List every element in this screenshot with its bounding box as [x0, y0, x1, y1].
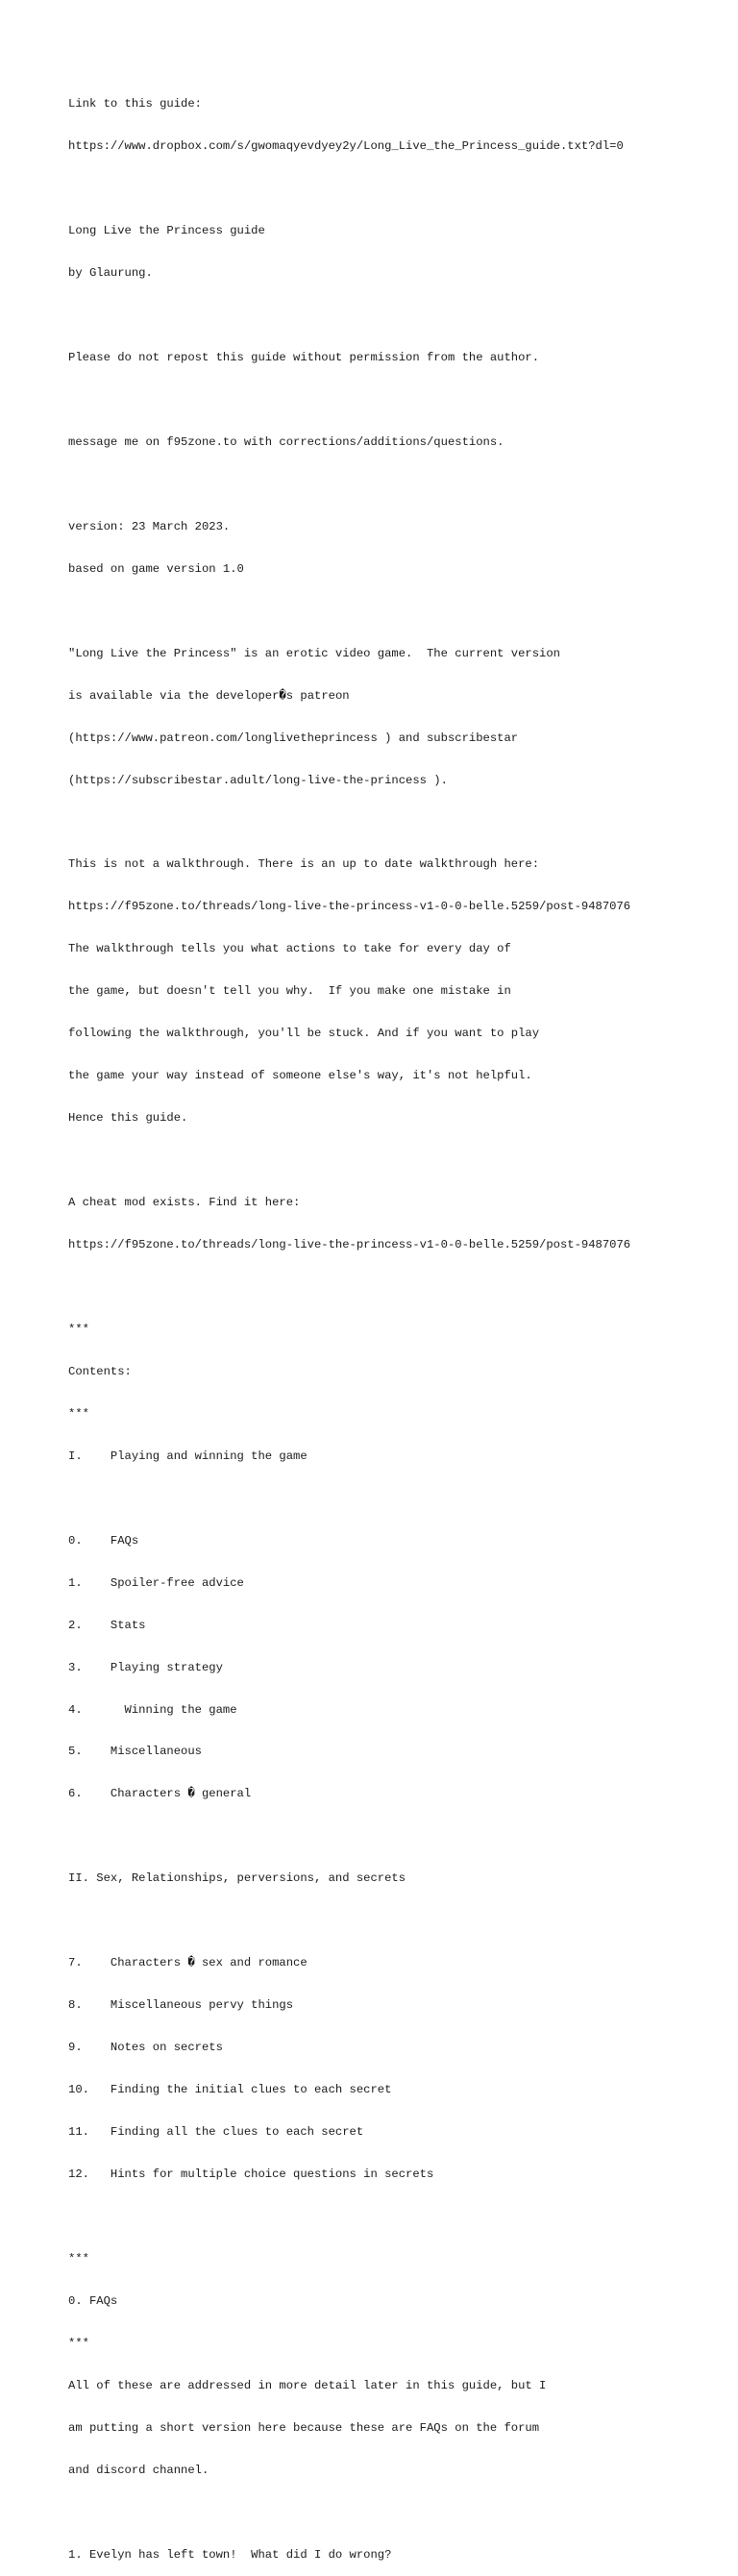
contents-item: 3. Playing strategy	[68, 1660, 223, 1674]
blank-line	[68, 605, 731, 619]
blank-line	[68, 1914, 731, 1928]
contents-item: 12. Hints for multiple choice questions in secrets	[68, 2167, 434, 2182]
contents-item: 10. Finding the initial clues to each secret	[68, 2083, 392, 2097]
line-intro: is available via the developer�s patreon	[68, 688, 350, 703]
blank-line	[68, 1492, 731, 1506]
faq-question: 1. Evelyn has left town! What did I do wrong?	[68, 2547, 392, 2562]
line-intro: "Long Live the Princess" is an erotic video game. The current version	[68, 646, 560, 660]
faq-intro: and discord channel.	[68, 2463, 209, 2477]
section-divider: ***	[68, 1322, 89, 1336]
line-dropbox-url: https://www.dropbox.com/s/gwomaqyevdyey2y/Long_Live_the_Princess_guide.txt?dl=0	[68, 139, 624, 154]
blank-line	[68, 1280, 731, 1295]
blank-line	[68, 816, 731, 830]
contents-item: 0. FAQs	[68, 1533, 139, 1548]
guide-text-document	[68, 69, 731, 2576]
line-repost-notice: Please do not repost this guide without permission from the author.	[68, 351, 540, 365]
line-walkthrough-note: The walkthrough tells you what actions to take for every day of	[68, 942, 511, 956]
faq-intro: am putting a short version here because these are FAQs on the forum	[68, 2420, 540, 2435]
contents-item: 9. Notes on secrets	[68, 2041, 223, 2055]
blank-line	[68, 1153, 731, 1168]
contents-item: 1. Spoiler-free advice	[68, 1575, 244, 1590]
faq-heading: 0. FAQs	[68, 2293, 118, 2308]
line-link-label: Link to this guide:	[68, 97, 202, 111]
contents-item: 5. Miscellaneous	[68, 1745, 202, 1759]
line-version: version: 23 March 2023.	[68, 519, 231, 533]
line-walkthrough-note: following the walkthrough, you'll be stuck. And if you want to play	[68, 1027, 540, 1041]
faq-intro: All of these are addressed in more detail later in this guide, but I	[68, 2378, 547, 2392]
line-walkthrough-note: the game, but doesn't tell you why. If you make one mistake in	[68, 984, 511, 999]
contents-item: 4. Winning the game	[68, 1702, 237, 1717]
contents-item: 11. Finding all the clues to each secret	[68, 2125, 364, 2140]
section-divider: ***	[68, 2336, 89, 2350]
line-walkthrough-url: https://f95zone.to/threads/long-live-the-princess-v1-0-0-belle.5259/post-9487076	[68, 900, 631, 914]
line-walkthrough-note: Hence this guide.	[68, 1111, 188, 1126]
contents-heading: Contents:	[68, 1364, 132, 1378]
blank-line	[68, 2506, 731, 2520]
contents-item: 8. Miscellaneous pervy things	[68, 1998, 294, 2013]
contents-part-heading: I. Playing and winning the game	[68, 1449, 308, 1463]
line-cheat-mod: A cheat mod exists. Find it here:	[68, 1196, 301, 1210]
section-divider: ***	[68, 2251, 89, 2266]
contents-part-heading: II. Sex, Relationships, perversions, and secrets	[68, 1871, 406, 1886]
line-subscribestar-url: (https://subscribestar.adult/long-live-the-princess ).	[68, 773, 448, 787]
contents-item: 7. Characters � sex and romance	[68, 1956, 308, 1970]
contents-item: 2. Stats	[68, 1618, 146, 1632]
line-game-version: based on game version 1.0	[68, 561, 244, 576]
blank-line	[68, 2210, 731, 2224]
section-divider: ***	[68, 1406, 89, 1421]
blank-line	[68, 309, 731, 323]
line-guide-title: Long Live the Princess guide	[68, 224, 265, 238]
blank-line	[68, 393, 731, 408]
line-author: by Glaurung.	[68, 266, 153, 281]
line-walkthrough-note: the game your way instead of someone else's way, it's not helpful.	[68, 1069, 532, 1083]
line-cheat-mod-url: https://f95zone.to/threads/long-live-the-princess-v1-0-0-belle.5259/post-9487076	[68, 1238, 631, 1252]
blank-line	[68, 182, 731, 196]
blank-line	[68, 478, 731, 492]
line-patreon-url: (https://www.patreon.com/longlivetheprincess ) and subscribestar	[68, 731, 519, 745]
contents-item: 6. Characters � general	[68, 1787, 252, 1801]
line-contact: message me on f95zone.to with corrections/additions/questions.	[68, 434, 504, 449]
line-walkthrough-note: This is not a walkthrough. There is an up to date walkthrough here:	[68, 857, 540, 872]
blank-line	[68, 1829, 731, 1844]
